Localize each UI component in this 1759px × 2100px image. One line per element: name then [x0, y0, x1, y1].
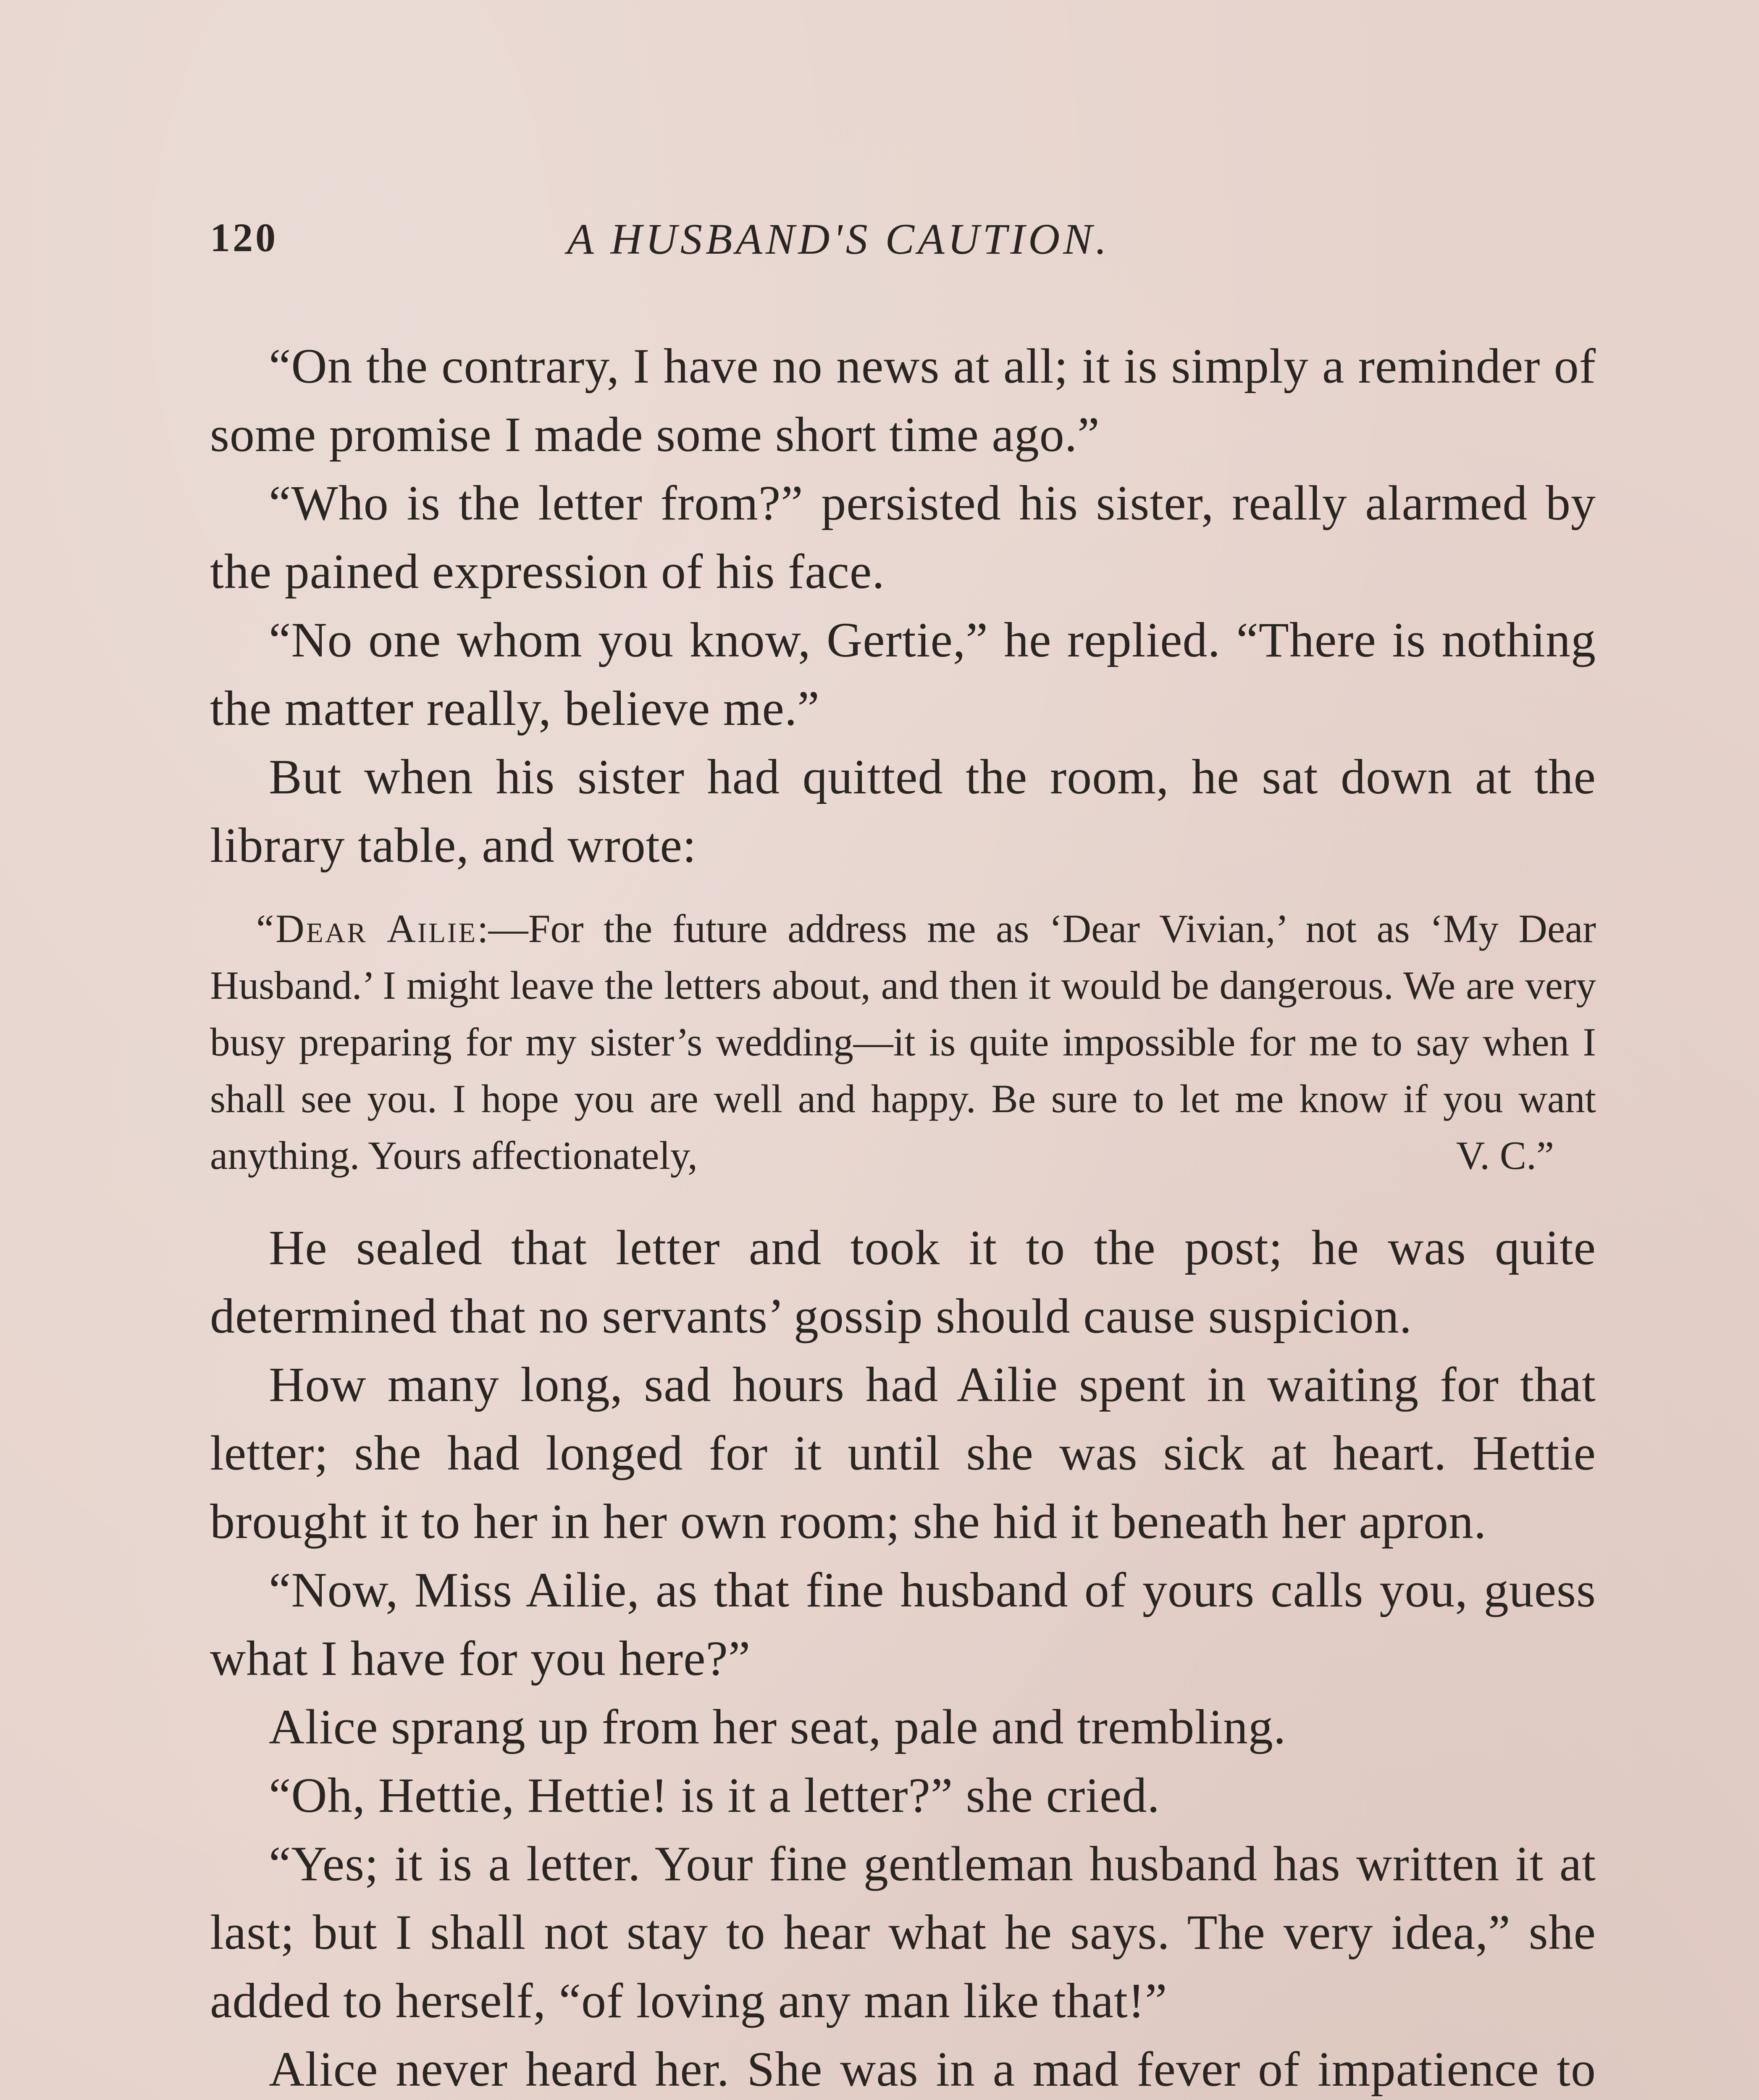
- page-header: [210, 214, 1596, 281]
- paragraph: “Yes; it is a letter. Your fine gentleman husband has written it at last; but I shall not stay to hear what he says. The very idea,” she added to herself, “of loving any man like that!”: [210, 1836, 1596, 2028]
- page-number: 120: [210, 215, 278, 260]
- paragraph: But when his sister had quitted the room, he sat down at the library table, and wrote:: [210, 749, 1596, 873]
- paragraph: He sealed that letter and took it to the post; he was quite determined that no servants’ gossip should cause suspicion.: [210, 1220, 1596, 1344]
- paragraph: How many long, sad hours had Ailie spent in waiting for that letter; she had longed for it until she was sick at heart. Hettie brought it to her in her own room; she hid it beneath her apron.: [210, 1357, 1596, 1549]
- paragraph: “No one whom you know, Gertie,” he replied. “There is nothing the matter really, believe me.”: [210, 612, 1596, 736]
- running-title: A HUSBAND'S CAUTION.: [567, 215, 1110, 263]
- paragraph: “Oh, Hettie, Hettie! is it a letter?” she cried.: [269, 1768, 1160, 1823]
- paragraph: “Who is the letter from?” persisted his sister, really alarmed by the pained expression of his face.: [210, 475, 1596, 599]
- paragraph: Alice sprang up from her seat, pale and trembling.: [269, 1699, 1286, 1754]
- spacer: [210, 1201, 1596, 1213]
- paragraph: “On the contrary, I have no news at all; it is simply a reminder of some promise I made some short time ago.”: [210, 339, 1596, 462]
- letter-salutation: “Dear Ailie: [256, 906, 478, 951]
- body-text: [210, 332, 1596, 2100]
- letter-signature: V. C.”: [1456, 1133, 1554, 1178]
- paragraph: Alice never heard her. She was in a mad fever of impatience to: [269, 2042, 1596, 2097]
- letter-body: :—For the future address me as ‘Dear Vivian,’ not as ‘My Dear Husband.’ I might leave the letters about, and then it would be dangerous. We are very busy preparing for my sister’s wedding—it is quite impossible for me to say when I shall see you. I hope you are well and happy. Be sure to let me know if you want anything. Yours affectionately,: [210, 906, 1596, 1178]
- quoted-letter: [210, 900, 1596, 1184]
- paragraph: “Now, Miss Ailie, as that fine husband of yours calls you, guess what I have for you here?”: [210, 1562, 1596, 1686]
